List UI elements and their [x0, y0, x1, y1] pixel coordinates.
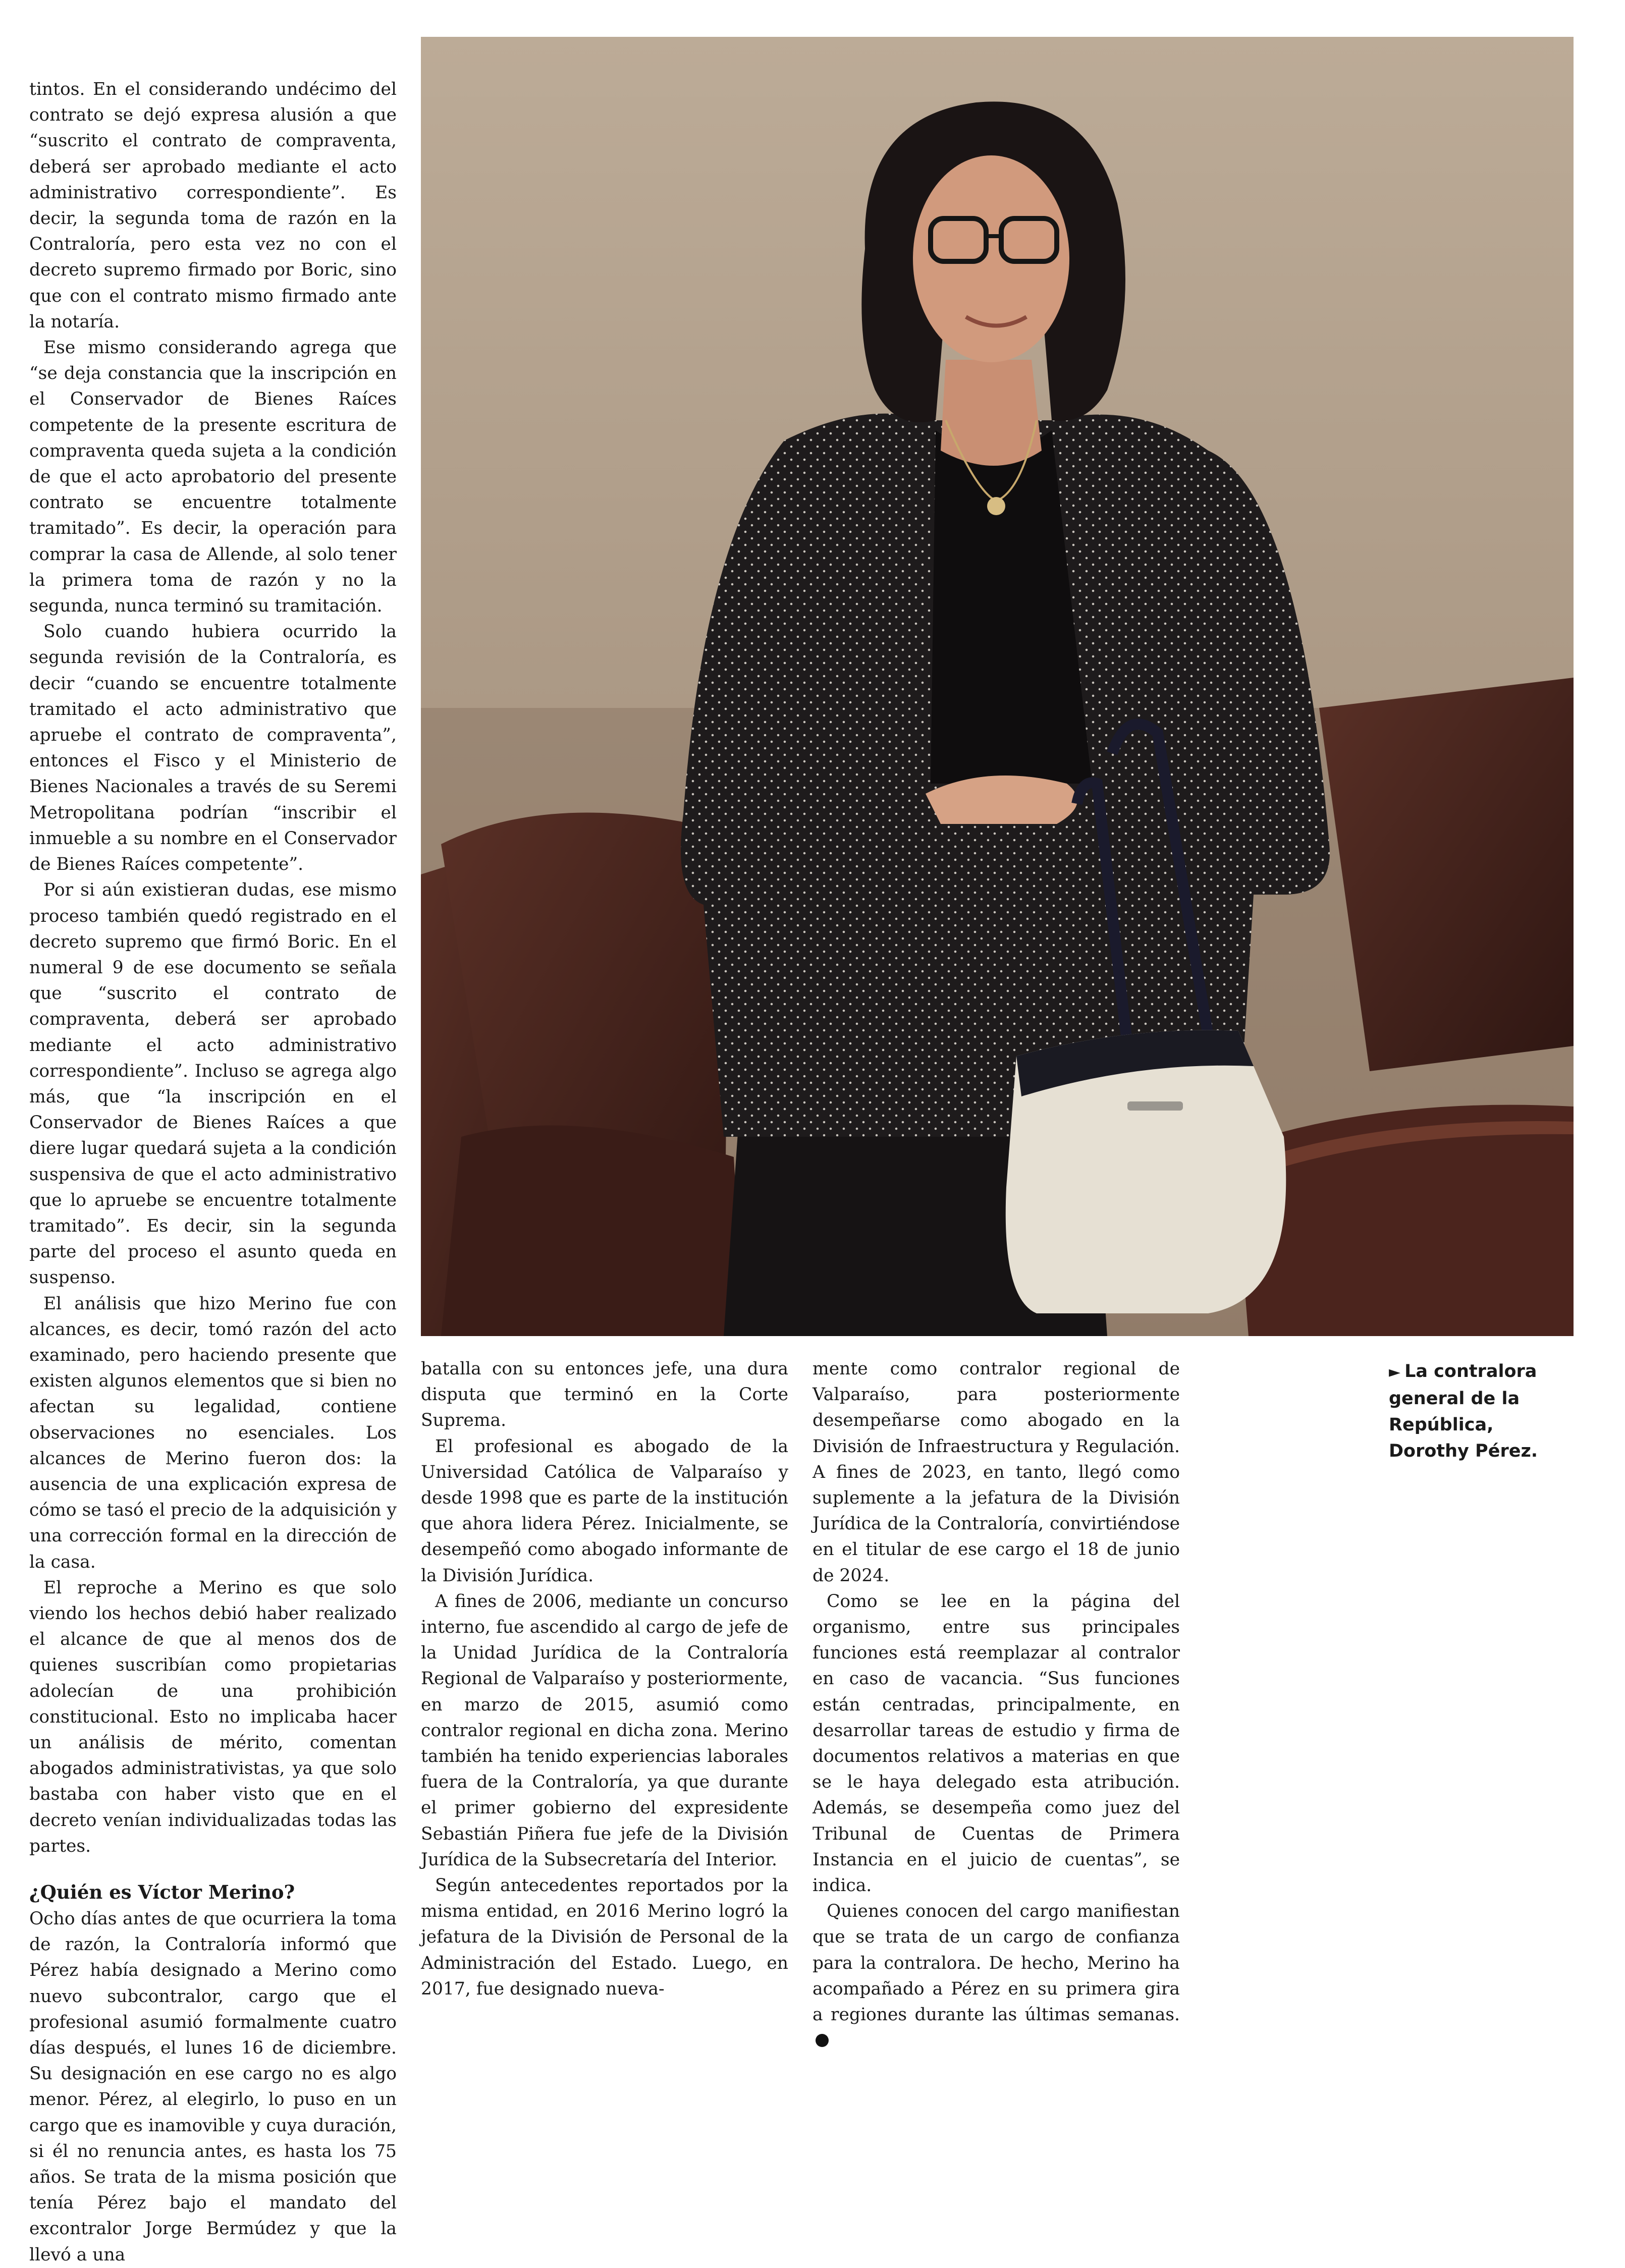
paragraph: El análisis que hizo Merino fue con alcances, es decir, tomó razón del acto examinado, pero haciendo presente que existen algunos elementos que si bien no afectan su legalidad, contiene observaciones no esenciales. Los alcances de Merino fueron dos: la ausencia de una explicación expresa de cómo se tasó el precio de la adquisición y una corrección formal en la dirección de la casa.	[29, 1293, 397, 1572]
caption-text: La contralora general de la República, Dorothy Pérez.	[1389, 1361, 1538, 1461]
paragraph: El profesional es abogado de la Universidad Católica de Valparaíso y desde 1998 que es parte de la institución que ahora lidera Pérez. Inicialmente, se desempeñó como abogado informante de la División Jurídica.	[421, 1436, 788, 1586]
photo-caption	[1389, 1358, 1550, 1464]
section-subhead: ¿Quién es Víctor Merino?	[29, 1881, 295, 1904]
article-column-2	[421, 1356, 788, 2002]
paragraph: tintos. En el considerando undécimo del contrato se dejó expresa alusión a que “suscrito el contrato de compraventa, deberá ser aprobado mediante el acto administrativo correspondiente”. Es decir, la segunda toma de razón en la Contraloría, pero esta vez no con el decreto supremo firmado por Boric, sino que con el contrato mismo firmado ante la notaría.	[29, 79, 397, 332]
article-column-3	[813, 1356, 1180, 2054]
paragraph: Ese mismo considerando agrega que “se deja constancia que la inscripción en el Conservador de Bienes Raíces competente de la presente escritura de compraventa queda sujeta a la condición de que el acto aprobatorio del presente contrato se encuentre totalmente tramitado”. Es decir, la operación para comprar la casa de Allende, al solo tener la primera toma de razón y no la segunda, nunca terminó su tramitación.	[29, 338, 397, 617]
paragraph: batalla con su entonces jefe, una dura disputa que terminó en la Corte Suprema.	[421, 1359, 788, 1431]
portrait-photo-icon	[421, 37, 1574, 1336]
paragraph: Como se lee en la página del organismo, entre sus principales funciones está reemplazar al contralor en caso de vacancia. “Sus funciones están centradas, principalmente, en desarrollar tareas de estudio y firma de documentos relativos a materias en que se le haya delegado esta atribución. Además, se desempeña como juez del Tribunal de Cuentas de Primera Instancia en el juicio de cuentas”, se indica.	[813, 1591, 1180, 1896]
caption-arrow-icon: ►	[1389, 1363, 1401, 1381]
end-of-article-icon	[816, 2034, 829, 2047]
paragraph: Ocho días antes de que ocurriera la toma de razón, la Contraloría informó que Pérez había designado a Merino como nuevo subcontralor, cargo que el profesional asumió formalmente cuatro días después, el lunes 16 de diciembre. Su designación en ese cargo no es algo menor. Pérez, al elegirlo, lo puso en un cargo que es inamovible y cuya duración, si él no renuncia antes, es hasta los 75 años. Se trata de la misma posición que tenía Pérez bajo el mandato del excontralor Jorge Bermúdez y que la llevó a una	[29, 1909, 397, 2265]
article-photo	[421, 37, 1574, 1336]
article-column-1	[29, 77, 397, 2268]
paragraph-text: Quienes conocen del cargo manifiestan que se trata de un cargo de confianza para la contralora. De hecho, Merino ha acompañado a Pérez en su primera gira a regiones durante las últimas semanas.	[813, 1901, 1180, 2025]
paragraph: Solo cuando hubiera ocurrido la segunda revisión de la Contraloría, es decir “cuando se encuentre totalmente tramitado el acto administrativo que apruebe el contrato de compraventa”, entonces el Fisco y el Ministerio de Bienes Nacionales a través de su Seremi Metropolitana podrían “inscribir el inmueble a su nombre en el Conservador de Bienes Raíces competente”.	[29, 622, 397, 875]
paragraph: A fines de 2006, mediante un concurso interno, fue ascendido al cargo de jefe de la Unidad Jurídica de la Contraloría Regional de Valparaíso y posteriormente, en marzo de 2015, asumió como contralor regional en dicha zona. Merino también ha tenido experiencias laborales fuera de la Contraloría, ya que durante el primer gobierno del expresidente Sebastián Piñera fue jefe de la División Jurídica de la Subsecretaría del Interior.	[421, 1591, 788, 1870]
paragraph	[813, 1899, 1180, 2054]
paragraph: El reproche a Merino es que solo viendo los hechos debió haber realizado el alcance de que al menos dos de quienes suscribían como propietarias adolecían de una prohibición constitucional. Esto no implicaba hacer un análisis de mérito, comentan abogados administrativistas, ya que solo bastaba con haber visto que en el decreto venían individualizadas todas las partes.	[29, 1577, 397, 1856]
paragraph: mente como contralor regional de Valparaíso, para posteriormente desempeñarse como abogado en la División de Infraestructura y Regulación. A fines de 2023, en tanto, llegó como suplemente a la jefatura de la División Jurídica de la Contraloría, convirtiéndose en el titular de ese cargo el 18 de junio de 2024.	[813, 1359, 1180, 1586]
paragraph: Según antecedentes reportados por la misma entidad, en 2016 Merino logró la jefatura de la División de Personal de la Administración del Estado. Luego, en 2017, fue designado nueva-	[421, 1875, 788, 1999]
paragraph: Por si aún existieran dudas, ese mismo proceso también quedó registrado en el decreto supremo que firmó Boric. En el numeral 9 de ese documento se señala que “suscrito el contrato de compraventa, deberá ser aprobado mediante el acto administrativo correspondiente”. Incluso se agrega algo más, que “la inscripción en el Conservador de Bienes Raíces a que diere lugar quedará sujeta a la condición suspensiva de que el acto administrativo que lo apruebe se encuentre totalmente tramitado”. Es decir, sin la segunda parte del proceso el asunto queda en suspenso.	[29, 880, 397, 1288]
